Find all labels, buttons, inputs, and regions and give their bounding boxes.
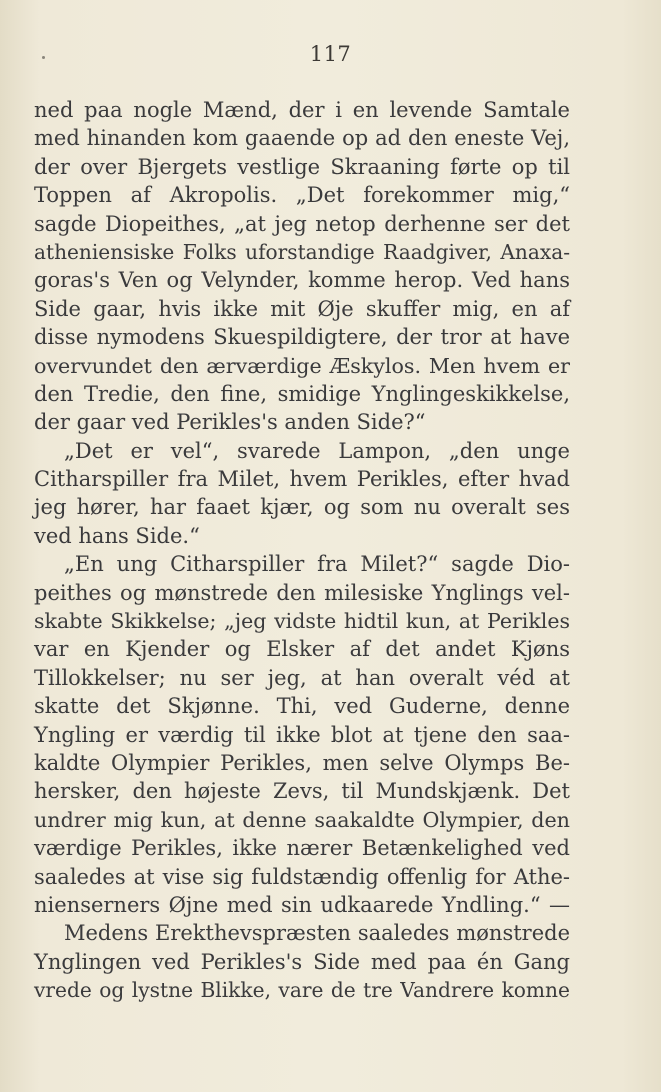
text-line: atheniensiske Folks uforstandige Raadgiver, Anaxa- xyxy=(34,239,570,264)
text-line: Side gaar, hvis ikke mit Øje skuffer mig, en af xyxy=(34,296,570,321)
text-line: der over Bjergets vestlige Skraaning førte op til xyxy=(34,154,570,179)
page-number: 117 xyxy=(309,42,352,66)
text-line: Medens Erekthevspræsten saaledes mønstrede xyxy=(64,921,570,946)
text-line: „Det er vel“, svarede Lampon, „den unge xyxy=(64,438,570,463)
text-line: goras's Ven og Velynder, komme herop. Ved hans xyxy=(34,268,570,293)
text-line: Yngling er værdig til ikke blot at tjene den saa- xyxy=(34,722,570,747)
text-line: nienserners Øjne med sin udkaarede Yndling.“ — xyxy=(34,892,570,917)
text-line: jeg hører, har faaet kjær, og som nu overalt ses xyxy=(34,495,570,520)
text-line: sagde Diopeithes, „at jeg netop derhenne ser det xyxy=(34,211,570,236)
text-line: med hinanden kom gaaende op ad den eneste Vej, xyxy=(34,126,570,151)
text-line: kaldte Olympier Perikles, men selve Olymps Be- xyxy=(34,750,570,775)
text-line: ned paa nogle Mænd, der i en levende Samtale xyxy=(34,98,570,122)
text-line: peithes og mønstrede den milesiske Ynglings vel- xyxy=(34,580,570,605)
text-line: saaledes at vise sig fuldstændig offenlig for Athe- xyxy=(34,864,570,889)
text-line: vrede og lystne Blikke, vare de tre Vandrere komne xyxy=(34,978,570,1003)
text-line: undrer mig kun, at denne saakaldte Olympier, den xyxy=(34,807,570,832)
text-line: Citharspiller fra Milet, hvem Perikles, efter hvad xyxy=(34,467,570,492)
text-line: var en Kjender og Elsker af det andet Kjøns xyxy=(34,637,570,662)
text-line: Toppen af Akropolis. „Det forekommer mig,“ xyxy=(34,183,570,208)
text-line: værdige Perikles, ikke nærer Betænkelighed ved xyxy=(34,836,570,861)
text-line: disse nymodens Skuespildigtere, der tror at have xyxy=(34,325,570,350)
text-line: den Tredie, den fine, smidige Ynglingeskikkelse, xyxy=(34,381,570,406)
text-line: overvundet den ærværdige Æskylos. Men hvem er xyxy=(34,353,570,378)
text-line: „En ung Citharspiller fra Milet?“ sagde Dio- xyxy=(64,552,570,577)
text-line: der gaar ved Perikles's anden Side?“ xyxy=(34,410,426,435)
text-line: skatte det Skjønne. Thi, ved Guderne, denne xyxy=(34,694,570,719)
text-line: Ynglingen ved Perikles's Side med paa én Gang xyxy=(34,949,570,974)
body-text xyxy=(34,96,570,1005)
text-line: Tillokkelser; nu ser jeg, at han overalt véd at xyxy=(34,665,570,690)
text-line: ved hans Side.“ xyxy=(34,523,200,548)
text-line: hersker, den højeste Zevs, til Mundskjænk. Det xyxy=(34,779,570,804)
text-line: skabte Skikkelse; „jeg vidste hidtil kun, at Perikles xyxy=(34,609,570,634)
